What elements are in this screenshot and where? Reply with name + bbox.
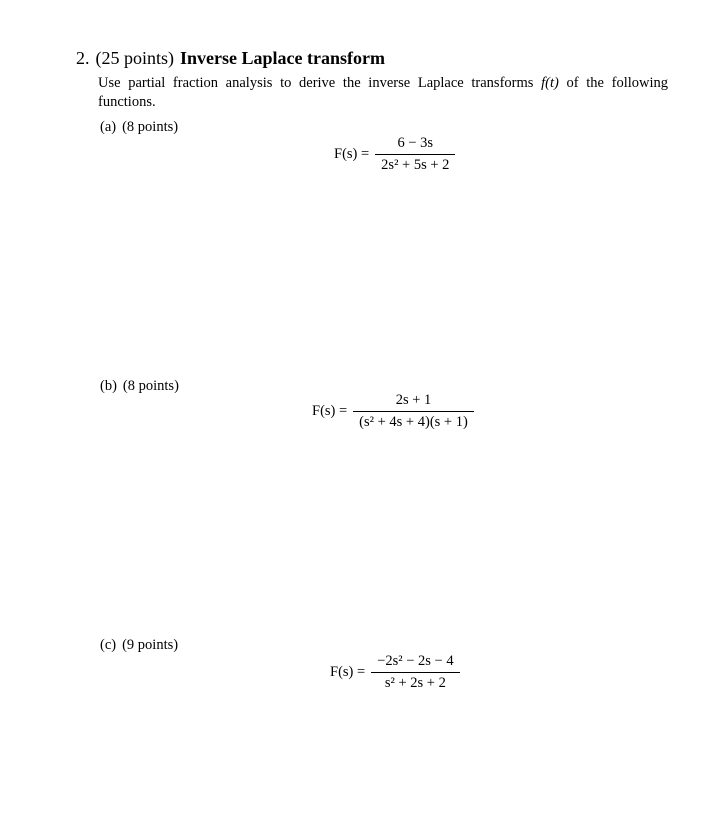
part-b-numerator: 2s + 1	[395, 392, 432, 408]
instructions-text-after: of the following functions.	[98, 75, 669, 110]
part-c-fraction	[371, 653, 459, 692]
instructions-function: f(t)	[541, 75, 559, 91]
part-a-points: (8 points)	[122, 119, 179, 135]
part-b-letter: (b)	[100, 378, 117, 394]
part-b-lhs: F(s) =	[312, 403, 348, 419]
part-a-fraction	[375, 135, 455, 174]
part-a-denominator: 2s² + 5s + 2	[381, 157, 450, 173]
part-b-equation	[312, 392, 474, 431]
part-b-label	[100, 377, 179, 395]
problem-number: 2.	[76, 48, 90, 68]
part-c-label	[100, 636, 178, 654]
problem-instructions	[98, 74, 668, 112]
part-b-points: (8 points)	[122, 378, 179, 394]
problem-name: Inverse Laplace transform	[180, 48, 385, 68]
problem-title	[76, 46, 385, 70]
part-c-points: (9 points)	[122, 637, 179, 653]
part-b-fraction	[353, 392, 474, 431]
part-a-lhs: F(s) =	[334, 146, 370, 162]
part-a-letter: (a)	[100, 119, 117, 135]
part-c-equation	[330, 653, 460, 692]
part-b-denominator: (s² + 4s + 4)(s + 1)	[359, 414, 468, 430]
problem-points: (25 points)	[95, 48, 174, 68]
part-c-denominator: s² + 2s + 2	[384, 675, 446, 691]
part-a-label	[100, 118, 178, 136]
part-a-equation	[334, 135, 455, 174]
part-c-lhs: F(s) =	[330, 664, 366, 680]
part-c-numerator: −2s² − 2s − 4	[377, 653, 454, 669]
part-a-numerator: 6 − 3s	[397, 135, 434, 151]
part-c-letter: (c)	[100, 637, 117, 653]
instructions-text-before: Use partial fraction analysis to derive the inverse Laplace transforms	[98, 75, 542, 91]
